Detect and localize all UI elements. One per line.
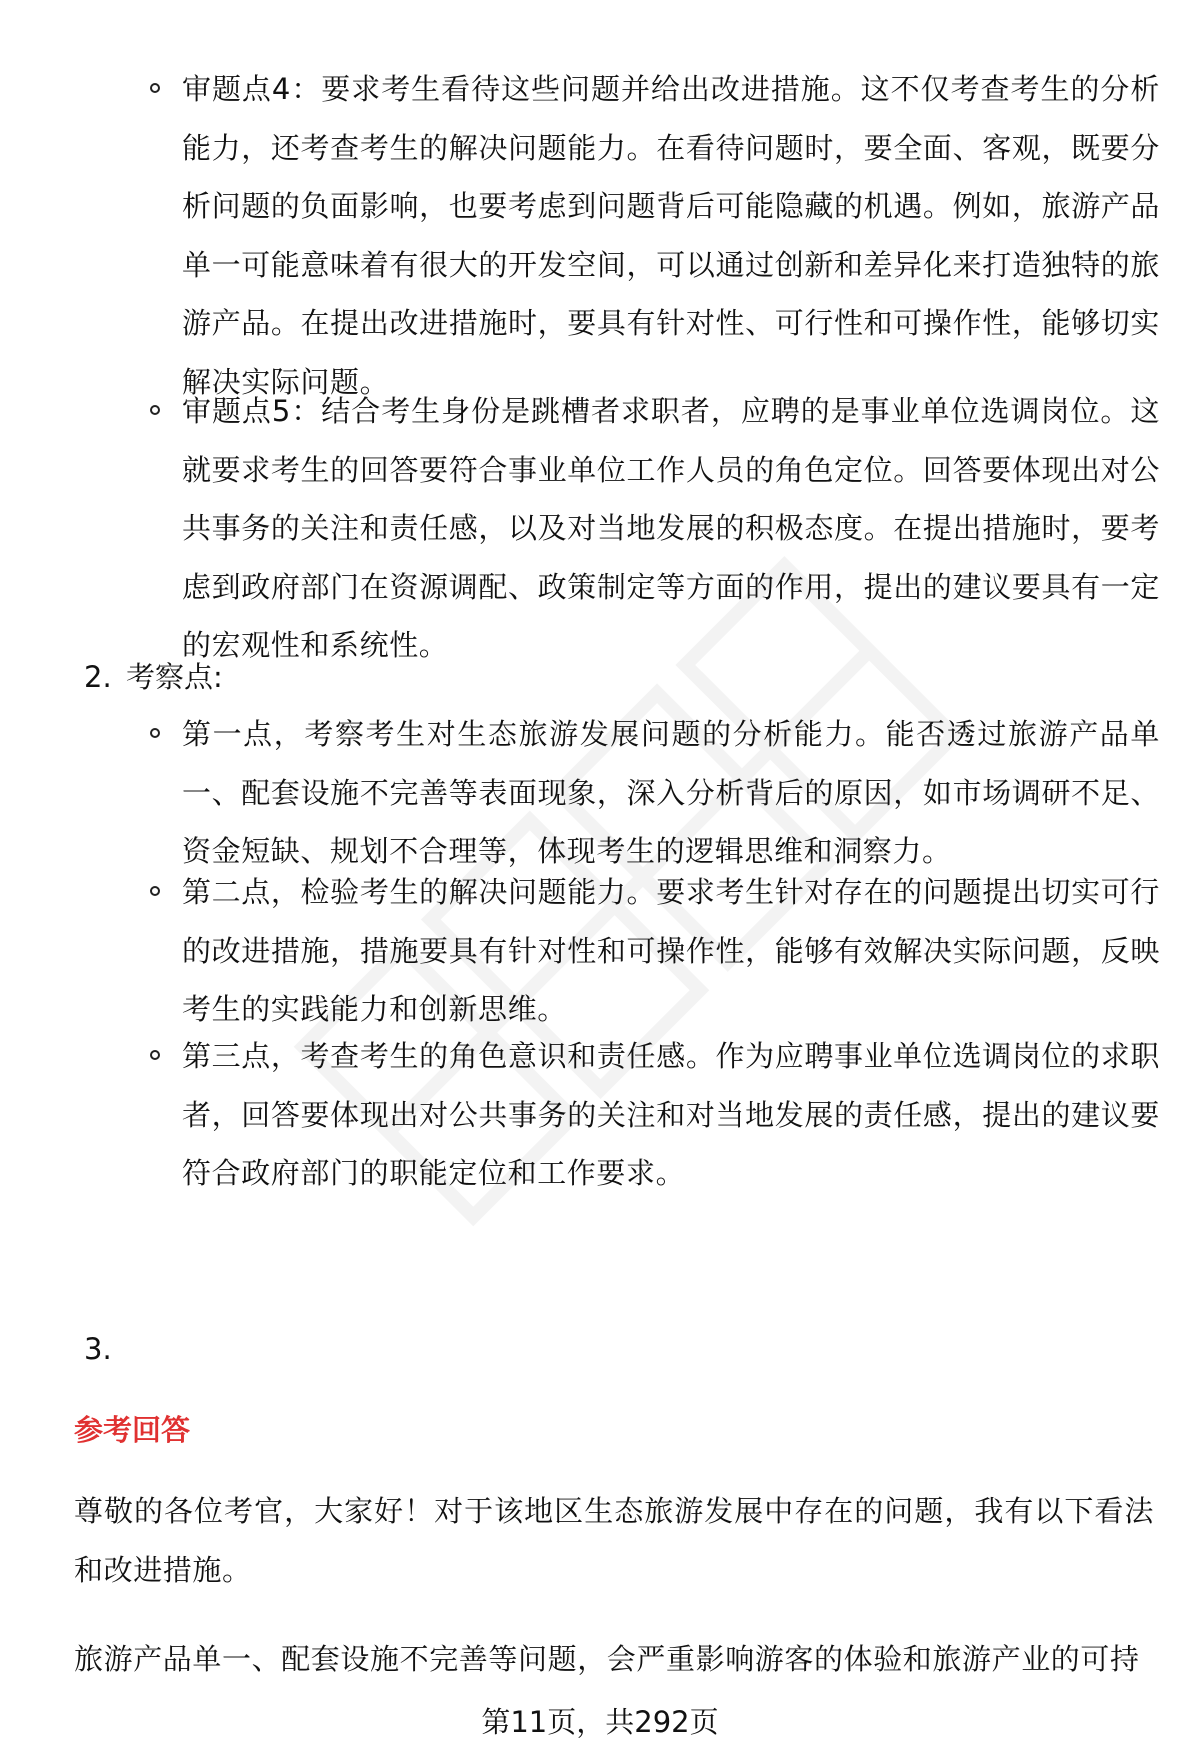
bullet-text: 第一点，考察考生对生态旅游发展问题的分析能力。能否透过旅游产品单一、配套设施不完善等表面现象，深入分析背后的原因，如市场调研不足、资金短缺、规划不合理等，体现考生的逻辑思维和洞察力。 <box>182 717 1160 868</box>
paragraph: 旅游产品单一、配套设施不完善等问题，会严重影响游客的体验和旅游产业的可持 <box>74 1642 1140 1676</box>
circle-bullet-icon <box>150 83 160 93</box>
bullet-text: 审题点5：结合考生身份是跳槽者求职者，应聘的是事业单位选调岗位。这就要求考生的回答要符合事业单位工作人员的角色定位。回答要体现出对公共事务的关注和责任感，以及对当地发展的积极态度。在提出措施时，要考虑到政府部门在资源调配、政策制定等方面的作用，提出的建议要具有一定的宏观性和系统性。 <box>182 394 1160 662</box>
circle-bullet-icon <box>150 405 160 415</box>
item-number: 2. <box>84 660 112 694</box>
circle-bullet-icon <box>150 728 160 738</box>
list-item <box>140 863 1160 1039</box>
page-footer: 第11页，共292页 <box>481 1705 719 1739</box>
paragraph: 尊敬的各位考官，大家好！对于该地区生态旅游发展中存在的问题，我有以下看法和改进措施。 <box>74 1494 1154 1587</box>
numbered-item <box>84 648 223 706</box>
circle-bullet-icon <box>150 1050 160 1060</box>
list-item <box>140 705 1160 881</box>
section-title: 参考回答 <box>74 1413 191 1447</box>
bullet-text: 审题点4：要求考生看待这些问题并给出改进措施。这不仅考查考生的分析能力，还考查考生的解决问题能力。在看待问题时，要全面、客观，既要分析问题的负面影响，也要考虑到问题背后可能隐藏的机遇。例如，旅游产品单一可能意味着有很大的开发空间，可以通过创新和差异化来打造独特的旅游产品。在提出改进措施时，要具有针对性、可行性和可操作性，能够切实解决实际问题。 <box>182 72 1160 399</box>
bullet-text: 第二点，检验考生的解决问题能力。要求考生针对存在的问题提出切实可行的改进措施，措施要具有针对性和可操作性，能够有效解决实际问题，反映考生的实践能力和创新思维。 <box>182 875 1160 1026</box>
list-item <box>140 60 1160 411</box>
item-label: 考察点: <box>126 660 223 694</box>
bullet-text: 第三点，考查考生的角色意识和责任感。作为应聘事业单位选调岗位的求职者，回答要体现出对公共事务的关注和对当地发展的责任感，提出的建议要符合政府部门的职能定位和工作要求。 <box>182 1039 1160 1190</box>
circle-bullet-icon <box>150 886 160 896</box>
item-number: 3. <box>84 1332 112 1366</box>
list-item <box>140 1027 1160 1203</box>
numbered-item <box>84 1320 126 1378</box>
list-item <box>140 382 1160 675</box>
